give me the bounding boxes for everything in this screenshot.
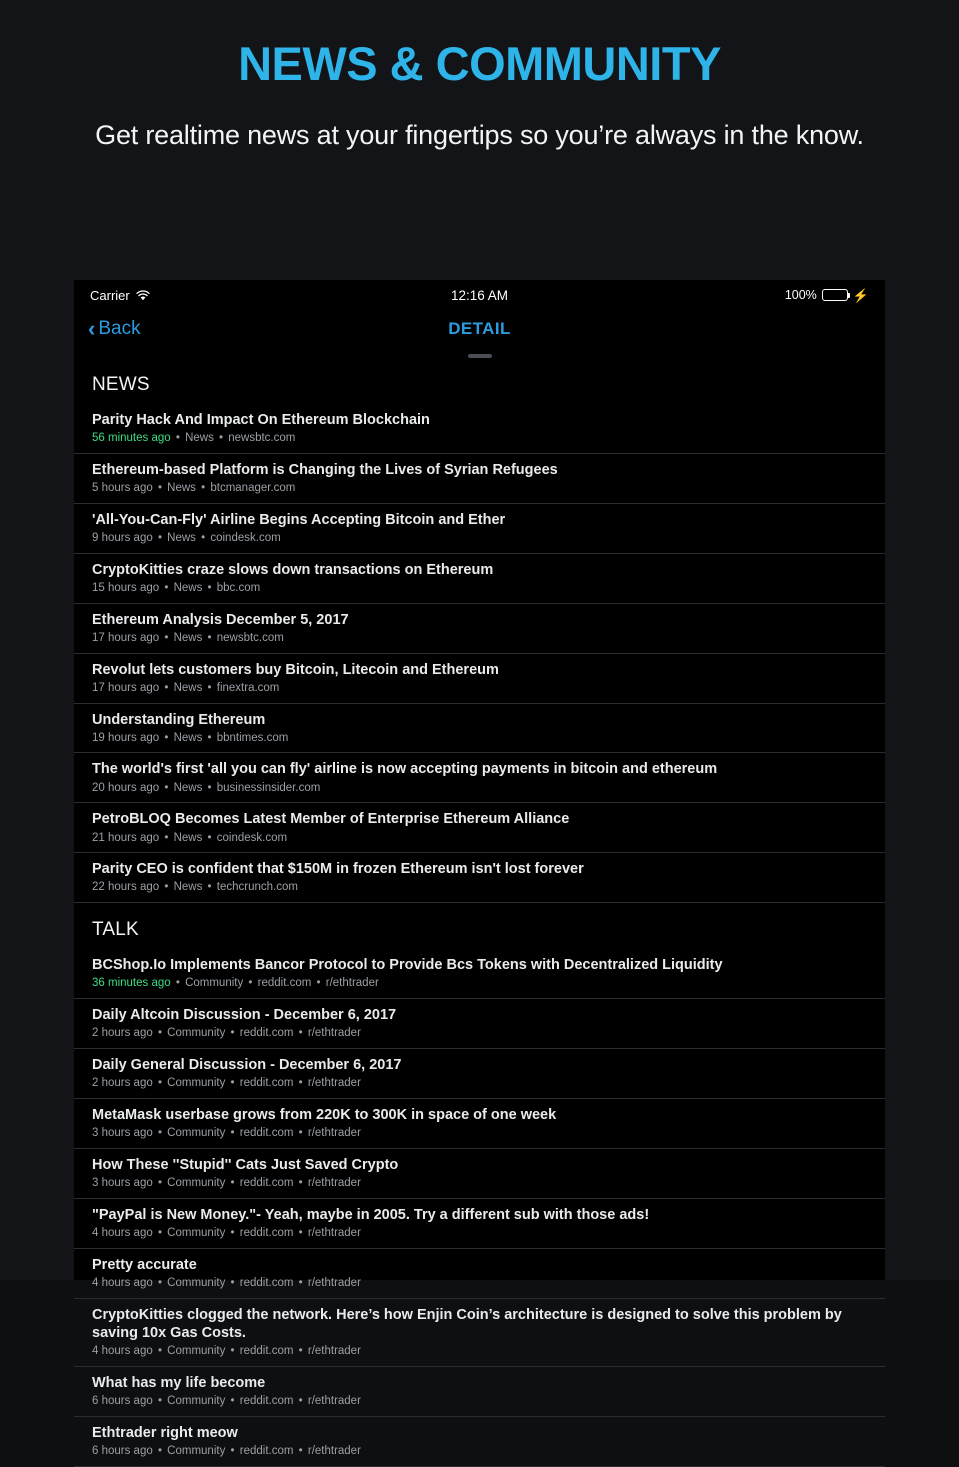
list-item-meta bbox=[92, 1177, 867, 1191]
list-item-category: News bbox=[173, 581, 203, 594]
list-item-time: 3 hours ago bbox=[92, 1127, 153, 1140]
list-item-category: News bbox=[173, 831, 203, 844]
back-button[interactable] bbox=[88, 318, 141, 340]
list-item-title: How These ''Stupid'' Cats Just Saved Crypto bbox=[92, 1156, 399, 1173]
list-item-category: Community bbox=[167, 1177, 226, 1190]
list-item-source: coindesk.com bbox=[216, 831, 288, 844]
list-item-meta bbox=[92, 732, 867, 746]
list-item-time: 20 hours ago bbox=[92, 781, 160, 794]
list-item-source: reddit.com bbox=[239, 1344, 294, 1357]
list-item-category: News bbox=[167, 482, 196, 495]
list-item-category: News bbox=[173, 781, 203, 794]
status-bar-left bbox=[90, 288, 150, 303]
meta-separator: • bbox=[197, 531, 209, 544]
list-item-meta bbox=[92, 1077, 867, 1091]
meta-separator: • bbox=[204, 781, 215, 794]
list-item-title: PetroBLOQ Becomes Latest Member of Enterprise Ethereum Alliance bbox=[92, 811, 570, 828]
meta-separator: • bbox=[154, 1444, 166, 1457]
list-item[interactable] bbox=[74, 1099, 885, 1149]
list-item-source: reddit.com bbox=[239, 1027, 294, 1040]
list-item-category: News bbox=[173, 681, 203, 694]
list-item-meta bbox=[92, 1345, 867, 1359]
meta-separator: • bbox=[161, 881, 172, 894]
list-item-time: 21 hours ago bbox=[92, 831, 160, 844]
list-item[interactable] bbox=[74, 654, 885, 704]
meta-separator: • bbox=[154, 482, 166, 495]
meta-separator: • bbox=[154, 531, 166, 544]
page-subtitle: Get realtime news at your fingertips so you’re always in the know. bbox=[95, 119, 864, 150]
list-item-time: 17 hours ago bbox=[92, 681, 160, 694]
list-item-title: Understanding Ethereum bbox=[92, 711, 266, 728]
meta-separator: • bbox=[154, 1177, 166, 1190]
list-item-category: News bbox=[173, 631, 203, 644]
meta-separator: • bbox=[295, 1127, 306, 1140]
list-item-title: What has my life become bbox=[92, 1374, 266, 1391]
list-item-subreddit: r/ethtrader bbox=[307, 1226, 361, 1239]
list-item-meta bbox=[92, 582, 867, 596]
list-item-time: 56 minutes ago bbox=[92, 432, 171, 445]
meta-separator: • bbox=[154, 1344, 166, 1357]
list-item-meta bbox=[92, 1395, 867, 1409]
page-title: NEWS & COMMUNITY bbox=[238, 37, 721, 90]
meta-separator: • bbox=[204, 581, 215, 594]
list-item[interactable] bbox=[74, 1417, 885, 1467]
list-item[interactable] bbox=[74, 454, 885, 504]
list-item[interactable] bbox=[74, 853, 885, 903]
list-item-subreddit: r/ethtrader bbox=[307, 1394, 361, 1407]
list-item-meta bbox=[92, 632, 867, 646]
list-item-title: MetaMask userbase grows from 220K to 300K in space of one week bbox=[92, 1106, 557, 1123]
list-item[interactable] bbox=[74, 1149, 885, 1199]
meta-separator: • bbox=[313, 977, 324, 990]
meta-separator: • bbox=[204, 681, 215, 694]
list-item-title: Pretty accurate bbox=[92, 1256, 197, 1273]
list-item-meta bbox=[92, 432, 867, 446]
meta-separator: • bbox=[161, 581, 172, 594]
meta-separator: • bbox=[227, 1226, 238, 1239]
list-item-time: 2 hours ago bbox=[92, 1077, 153, 1090]
list-item-category: Community bbox=[167, 1276, 226, 1289]
list-item-title: The world's first 'all you can fly' airline is now accepting payments in bitcoin and ethereum bbox=[92, 761, 718, 778]
navigation-bar bbox=[74, 310, 885, 348]
meta-separator: • bbox=[172, 977, 184, 990]
meta-separator: • bbox=[295, 1027, 306, 1040]
list-item-meta bbox=[92, 782, 867, 796]
meta-separator: • bbox=[227, 1344, 238, 1357]
nav-title: DETAIL bbox=[448, 319, 511, 338]
list-item-category: Community bbox=[167, 1077, 226, 1090]
back-button-label: Back bbox=[98, 318, 141, 339]
list-item-source: techcrunch.com bbox=[216, 881, 298, 894]
status-bar-clock: 12:16 AM bbox=[450, 287, 509, 303]
list-item-time: 6 hours ago bbox=[92, 1394, 153, 1407]
list-item-category: Community bbox=[167, 1444, 226, 1457]
list-item-source: reddit.com bbox=[239, 1226, 294, 1239]
list-item-time: 4 hours ago bbox=[92, 1344, 153, 1357]
list-item-meta bbox=[92, 1445, 867, 1459]
meta-separator: • bbox=[204, 831, 215, 844]
list-item[interactable] bbox=[74, 753, 885, 803]
list-item-subreddit: r/ethtrader bbox=[307, 1344, 361, 1357]
list-item-title: "PayPal is New Money."- Yeah, maybe in 2005. Try a different sub with those ads! bbox=[92, 1206, 650, 1223]
lightning-bolt-icon: ⚡ bbox=[852, 287, 869, 303]
list-item-title: BCShop.Io Implements Bancor Protocol to Provide Bcs Tokens with Decentralized Liquidity bbox=[92, 957, 723, 974]
meta-separator: • bbox=[227, 1127, 238, 1140]
list-item-time: 19 hours ago bbox=[92, 731, 160, 744]
meta-separator: • bbox=[154, 1127, 166, 1140]
list-item-category: Community bbox=[185, 977, 244, 990]
list-item-time: 4 hours ago bbox=[92, 1276, 153, 1289]
meta-separator: • bbox=[227, 1077, 238, 1090]
meta-separator: • bbox=[204, 631, 215, 644]
list-item[interactable] bbox=[74, 1367, 885, 1417]
list-item-meta bbox=[92, 482, 867, 496]
meta-separator: • bbox=[227, 1177, 238, 1190]
list-item-source: businessinsider.com bbox=[216, 781, 321, 794]
meta-separator: • bbox=[295, 1077, 306, 1090]
list-item[interactable] bbox=[74, 504, 885, 554]
list-item-category: News bbox=[185, 432, 214, 445]
list-item-category: Community bbox=[167, 1127, 226, 1140]
list-item-time: 4 hours ago bbox=[92, 1226, 153, 1239]
meta-separator: • bbox=[204, 731, 215, 744]
list-item-subreddit: r/ethtrader bbox=[307, 1177, 361, 1190]
list-item-source: bbntimes.com bbox=[216, 731, 289, 744]
list-item-category: Community bbox=[167, 1394, 226, 1407]
list-item-source: reddit.com bbox=[239, 1077, 294, 1090]
list-item[interactable] bbox=[74, 1249, 885, 1299]
list-item-category: News bbox=[173, 731, 203, 744]
list-item-subreddit: r/ethtrader bbox=[325, 977, 379, 990]
list-item-meta bbox=[92, 682, 867, 696]
list-item-title: Parity Hack And Impact On Ethereum Blockchain bbox=[92, 412, 430, 428]
list-item[interactable] bbox=[74, 1049, 885, 1099]
meta-separator: • bbox=[245, 977, 256, 990]
list-item-category: Community bbox=[167, 1226, 226, 1239]
list-item-time: 15 hours ago bbox=[92, 581, 160, 594]
list-item-time: 22 hours ago bbox=[92, 881, 160, 894]
list-item-category: News bbox=[173, 881, 203, 894]
list-item-title: Ethereum Analysis December 5, 2017 bbox=[92, 611, 349, 628]
list-item-time: 17 hours ago bbox=[92, 631, 160, 644]
list-item-title: 'All-You-Can-Fly' Airline Begins Accepting Bitcoin and Ether bbox=[92, 511, 506, 528]
meta-separator: • bbox=[295, 1394, 306, 1407]
list-item[interactable] bbox=[74, 704, 885, 754]
list-item-subreddit: r/ethtrader bbox=[307, 1027, 361, 1040]
meta-separator: • bbox=[154, 1394, 166, 1407]
list-item-source: reddit.com bbox=[239, 1394, 294, 1407]
meta-separator: • bbox=[295, 1226, 306, 1239]
meta-separator: • bbox=[204, 881, 215, 894]
list-item[interactable] bbox=[74, 803, 885, 853]
phone-screenshot bbox=[74, 280, 885, 1457]
list-item[interactable] bbox=[74, 1299, 885, 1367]
list-item-meta bbox=[92, 532, 867, 546]
list-item-title: Daily Altcoin Discussion - December 6, 2017 bbox=[92, 1007, 397, 1024]
list-item-source: coindesk.com bbox=[210, 531, 281, 544]
meta-separator: • bbox=[197, 482, 209, 495]
list-item[interactable] bbox=[74, 999, 885, 1049]
list-item-source: reddit.com bbox=[239, 1177, 294, 1190]
list-item-meta bbox=[92, 1127, 867, 1141]
feed-list[interactable] bbox=[74, 358, 885, 1467]
meta-separator: • bbox=[154, 1027, 166, 1040]
list-item-subreddit: r/ethtrader bbox=[307, 1127, 361, 1140]
list-item-title: Ethtrader right meow bbox=[92, 1424, 238, 1441]
meta-separator: • bbox=[227, 1394, 238, 1407]
meta-separator: • bbox=[227, 1027, 238, 1040]
list-item-meta bbox=[92, 977, 867, 991]
list-item-subreddit: r/ethtrader bbox=[307, 1276, 361, 1289]
list-item[interactable] bbox=[74, 949, 885, 999]
meta-separator: • bbox=[227, 1276, 238, 1289]
list-item-meta bbox=[92, 1277, 867, 1291]
list-item-source: reddit.com bbox=[239, 1127, 294, 1140]
list-item-title: CryptoKitties craze slows down transactions on Ethereum bbox=[92, 561, 494, 578]
list-item-meta bbox=[92, 881, 867, 895]
meta-separator: • bbox=[161, 781, 172, 794]
meta-separator: • bbox=[215, 432, 227, 445]
list-item-time: 2 hours ago bbox=[92, 1027, 153, 1040]
meta-separator: • bbox=[295, 1177, 306, 1190]
list-item-source: btcmanager.com bbox=[210, 482, 296, 495]
list-item-category: Community bbox=[167, 1027, 226, 1040]
meta-separator: • bbox=[227, 1444, 238, 1457]
meta-separator: • bbox=[295, 1276, 306, 1289]
list-item-title: Ethereum-based Platform is Changing the Lives of Syrian Refugees bbox=[92, 461, 558, 478]
list-item-source: reddit.com bbox=[239, 1276, 294, 1289]
meta-separator: • bbox=[172, 432, 184, 445]
list-item-subreddit: r/ethtrader bbox=[307, 1077, 361, 1090]
meta-separator: • bbox=[161, 631, 172, 644]
meta-separator: • bbox=[161, 731, 172, 744]
meta-separator: • bbox=[161, 831, 172, 844]
carrier-label: Carrier bbox=[90, 287, 130, 303]
list-item-title: Revolut lets customers buy Bitcoin, Litecoin and Ethereum bbox=[92, 661, 499, 678]
list-item-source: finextra.com bbox=[216, 681, 280, 694]
list-item-subreddit: r/ethtrader bbox=[307, 1444, 361, 1457]
meta-separator: • bbox=[154, 1276, 166, 1289]
wifi-icon bbox=[136, 290, 150, 301]
meta-separator: • bbox=[154, 1226, 166, 1239]
battery-icon bbox=[822, 289, 848, 301]
list-item-time: 36 minutes ago bbox=[92, 977, 171, 990]
meta-separator: • bbox=[295, 1444, 306, 1457]
status-bar bbox=[74, 280, 885, 310]
list-item-title: Parity CEO is confident that $150M in frozen Ethereum isn't lost forever bbox=[92, 861, 584, 878]
list-item-source: reddit.com bbox=[257, 977, 312, 990]
meta-separator: • bbox=[154, 1077, 166, 1090]
section-heading: TALK bbox=[92, 919, 139, 941]
list-item-category: Community bbox=[167, 1344, 226, 1357]
list-item-time: 9 hours ago bbox=[92, 531, 153, 544]
list-item-meta bbox=[92, 1227, 867, 1241]
list-item[interactable] bbox=[74, 604, 885, 654]
list-item[interactable] bbox=[74, 554, 885, 604]
list-item-time: 6 hours ago bbox=[92, 1444, 153, 1457]
list-item-source: bbc.com bbox=[216, 581, 261, 594]
meta-separator: • bbox=[295, 1344, 306, 1357]
list-item-title: Daily General Discussion - December 6, 2017 bbox=[92, 1057, 402, 1074]
list-item-meta bbox=[92, 1027, 867, 1041]
list-item-time: 3 hours ago bbox=[92, 1177, 153, 1190]
list-item-category: News bbox=[167, 531, 196, 544]
list-item-source: newsbtc.com bbox=[216, 631, 284, 644]
battery-percent-label: 100% bbox=[784, 288, 817, 302]
chevron-left-icon: ‹ bbox=[88, 316, 96, 341]
meta-separator: • bbox=[161, 681, 172, 694]
section-heading: NEWS bbox=[92, 374, 150, 395]
hero-section bbox=[0, 0, 959, 153]
list-item[interactable] bbox=[74, 404, 885, 454]
list-item-source: reddit.com bbox=[239, 1444, 294, 1457]
status-bar-right bbox=[785, 288, 869, 302]
list-item-source: newsbtc.com bbox=[228, 432, 296, 445]
list-item-title: CryptoKitties clogged the network. Here’s how Enjin Coin’s architecture is designed to solve this problem by saving 10x Gas Costs. bbox=[92, 1306, 842, 1341]
list-item[interactable] bbox=[74, 1199, 885, 1249]
list-item-meta bbox=[92, 832, 867, 846]
list-item-time: 5 hours ago bbox=[92, 482, 153, 495]
